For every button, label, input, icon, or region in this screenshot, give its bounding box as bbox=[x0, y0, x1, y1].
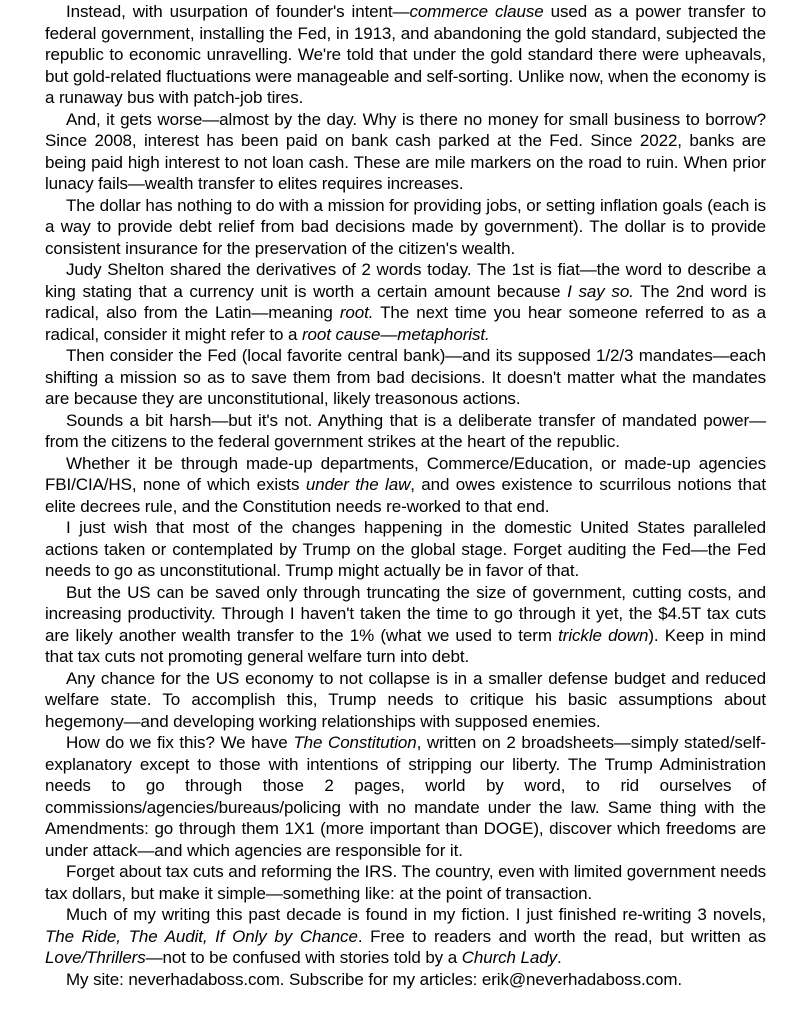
paragraph bbox=[45, 732, 766, 861]
text-run: Sounds a bit harsh—but it's not. Anything that is a deliberate transfer of mandated power—from the citizens to the federal government strikes at the heart of the republic. bbox=[45, 410, 766, 451]
text-run: ). Keep in mind that tax cuts not promoting general welfare turn into debt. bbox=[45, 625, 766, 666]
text-run: Whether it be through made-up departments, Commerce/Education, or made-up agencies FBI/CIA/HS, none of which exists bbox=[45, 453, 766, 494]
text-run: —not to be confused with stories told by a bbox=[145, 948, 462, 967]
text-run: But the US can be saved only through truncating the size of government, cutting costs, and increasing productivity. Through I haven't taken the time to go through it yet, the $4.5T tax cuts are likely another wealth transfer to the 1% (what we used to term bbox=[45, 582, 766, 645]
italic-text-run: The Ride, The Audit, If Only by Chance bbox=[45, 926, 358, 946]
italic-text-run: commerce clause bbox=[409, 2, 544, 21]
italic-text-run: trickle down bbox=[558, 625, 649, 645]
text-run: Forget about tax cuts and reforming the IRS. The country, even with limited government needs tax dollars, but make it simple—something like: at the point of transaction. bbox=[45, 862, 766, 903]
text-run: The 2nd word is radical, also from the Latin—meaning bbox=[45, 281, 766, 322]
text-run: Any chance for the US economy to not collapse is in a smaller defense budget and reduced welfare state. To accomplish this, Trump needs to critique his basic assumptions about hegemony—and developing working relationships with supposed enemies. bbox=[45, 668, 766, 731]
text-run: Then consider the Fed (local favorite central bank)—and its supposed 1/2/3 mandates—each shifting a mission so as to save them from bad decisions. It doesn't matter what the mandates are because they are unconstitutional, likely treasonous actions. bbox=[45, 346, 766, 408]
text-run: Much of my writing this past decade is found in my fiction. I just finished re-writing 3 novels, bbox=[66, 905, 766, 924]
paragraph bbox=[45, 195, 766, 260]
paragraph bbox=[45, 668, 766, 733]
text-run: used as a power transfer to federal government, installing the Fed, in 1913, and abandoning the gold standard, subjected the republic to economic unravelling. We're told that under the gold standard there were upheavals, but gold-related fluctuations were manageable and self-sorting. Unlike now, when the economy is a runaway bus with patch-job tires. bbox=[45, 2, 766, 107]
italic-text-run: Love/Thrillers bbox=[45, 948, 146, 967]
text-run: . bbox=[556, 948, 562, 967]
text-run: The next time you hear someone referred to as a radical, consider it might refer to a bbox=[45, 303, 766, 344]
text-run: The dollar has nothing to do with a mission for providing jobs, or setting inflation goals (each is a way to provide debt relief from bad decisions made by government). The dollar is to provide consistent insurance for the preservation of the citizen's wealth. bbox=[45, 195, 766, 258]
paragraph bbox=[45, 861, 766, 904]
article-body bbox=[45, 1, 766, 990]
paragraph bbox=[45, 109, 766, 195]
paragraph bbox=[45, 969, 766, 991]
paragraph bbox=[45, 1, 766, 109]
italic-text-run: Church Lady bbox=[461, 948, 557, 967]
paragraph bbox=[45, 410, 766, 453]
italic-text-run: The Constitution bbox=[293, 733, 417, 752]
italic-text-run: root cause—metaphorist. bbox=[301, 324, 490, 344]
paragraph bbox=[45, 453, 766, 518]
italic-text-run: I say so. bbox=[567, 281, 634, 301]
text-run: And, it gets worse—almost by the day. Why is there no money for small business to borrow? Since 2008, interest has been paid on bank cash parked at the Fed. Since 2022, banks are being paid high interest to not loan cash. These are mile markers on the road to ruin. When prior lunacy fails—wealth transfer to elites requires increases. bbox=[45, 109, 766, 193]
text-run: . Free to readers and worth the read, but written as bbox=[357, 926, 767, 946]
paragraph bbox=[45, 517, 766, 582]
paragraph bbox=[45, 582, 766, 668]
text-run: My site: neverhadaboss.com. Subscribe for my articles: erik@neverhadaboss.com. bbox=[66, 969, 683, 989]
paragraph bbox=[45, 259, 766, 345]
paragraph bbox=[45, 904, 766, 969]
paragraph bbox=[45, 345, 766, 410]
italic-text-run: under the law bbox=[305, 475, 411, 494]
text-run: Instead, with usurpation of founder's intent— bbox=[66, 2, 410, 21]
italic-text-run: root. bbox=[339, 303, 374, 322]
text-run: , and owes existence to scurrilous notions that elite decrees rule, and the Constitution needs re-worked to that end. bbox=[45, 475, 766, 516]
text-run: How do we fix this? We have bbox=[66, 733, 294, 752]
text-run: , written on 2 broadsheets—simply stated/self-explanatory except to those with intentions of stripping our liberty. The Trump Administration needs to go through those 2 pages, world by word, to rid ourselves of commissions/agencies/bureaus/policing with no mandate under the law. Same thing with the Amendments: go through them 1X1 (more important than DOGE), discover which freedoms are under attack—and which agencies are responsible for it. bbox=[45, 733, 766, 860]
text-run: I just wish that most of the changes happening in the domestic United States paralleled actions taken or contemplated by Trump on the global stage. Forget auditing the Fed—the Fed needs to go as unconstitutional. Trump might actually be in favor of that. bbox=[45, 518, 766, 580]
text-run: Judy Shelton shared the derivatives of 2 words today. The 1st is fiat—the word to describe a king stating that a currency unit is worth a certain amount because bbox=[45, 260, 766, 301]
